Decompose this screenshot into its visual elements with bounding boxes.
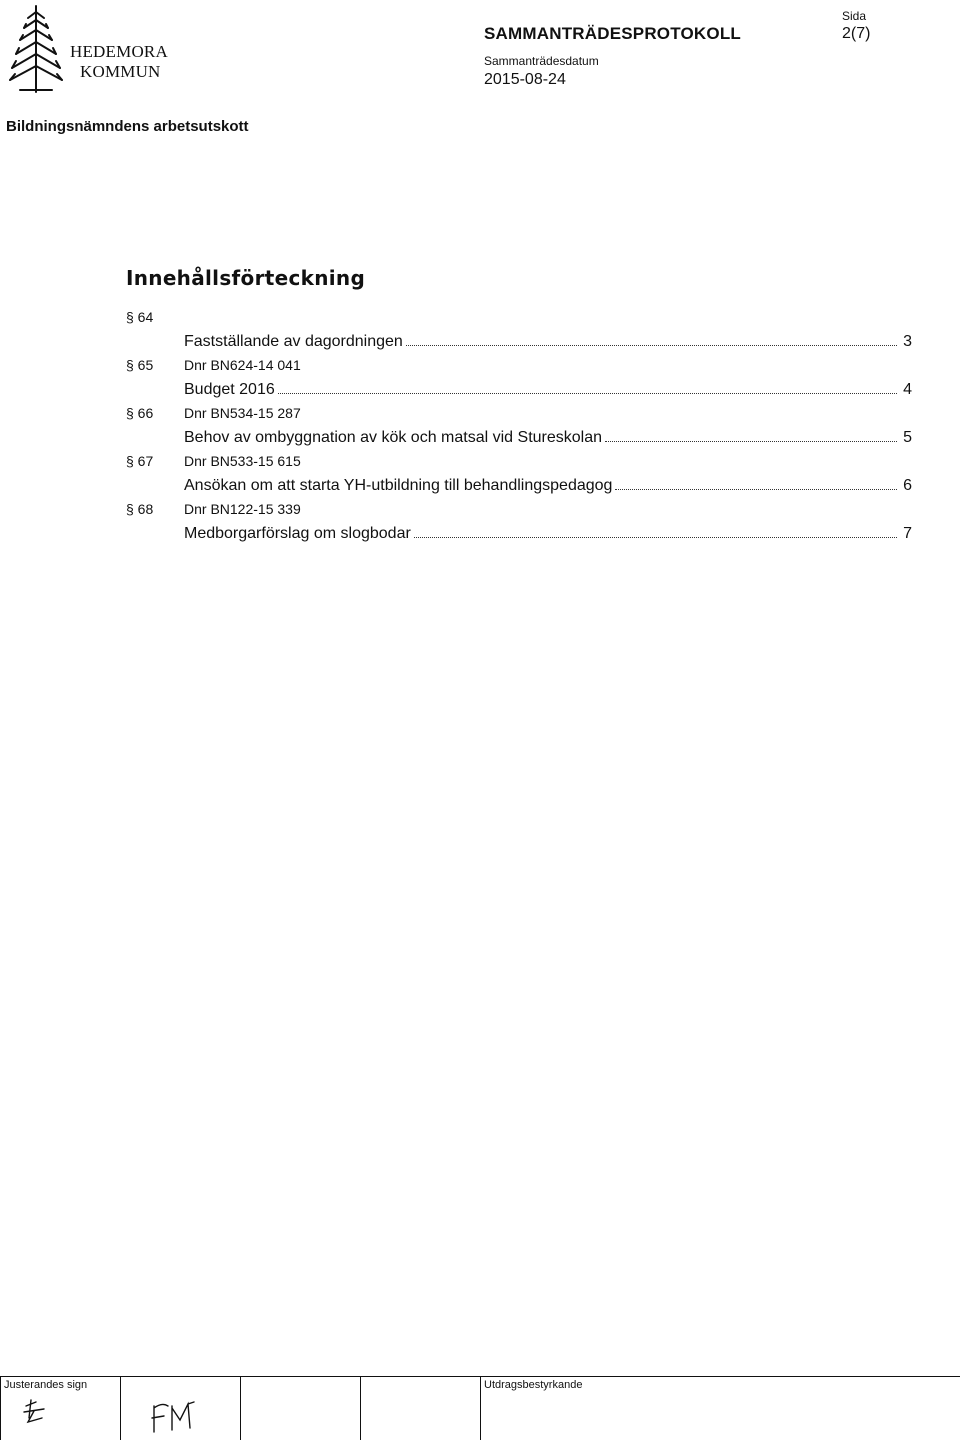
toc-entry (126, 449, 912, 497)
toc-page-number: 5 (903, 429, 912, 446)
footer-box-border (360, 1376, 361, 1440)
toc-entry (126, 401, 912, 449)
toc-page-number: 4 (903, 381, 912, 398)
adjusters-sign-label: Justerandes sign (4, 1379, 88, 1391)
meeting-date-label: Sammanträdesdatum (484, 54, 599, 68)
extract-certification-label: Utdragsbestyrkande (484, 1379, 583, 1391)
dot-leader (605, 425, 897, 442)
logo-line-1: HEDEMORA (70, 42, 168, 61)
dot-leader (414, 521, 897, 538)
municipality-logo (6, 4, 176, 94)
committee-name: Bildningsnämndens arbetsutskott (6, 118, 249, 135)
diary-number: Dnr BN624-14 041 (184, 357, 301, 373)
logo-wordmark (70, 42, 168, 82)
toc-item-title[interactable]: Behov av ombyggnation av kök och matsal vid Stureskolan (184, 429, 603, 446)
toc-item-title[interactable]: Ansökan om att starta YH-utbildning till behandlingspedagog (184, 477, 613, 494)
diary-number: Dnr BN534-15 287 (184, 405, 301, 421)
page-number: 2(7) (842, 25, 871, 42)
dot-leader (615, 473, 897, 490)
toc-entry (126, 353, 912, 401)
footer-box-border (480, 1376, 481, 1440)
toc-page-number: 7 (903, 525, 912, 542)
toc-heading: Innehållsförteckning (126, 266, 366, 290)
diary-number: Dnr BN533-15 615 (184, 453, 301, 469)
toc-page-number: 3 (903, 333, 912, 350)
footer-box-border (0, 1376, 1, 1440)
page-label: Sida (842, 9, 867, 23)
diary-number: Dnr BN122-15 339 (184, 501, 301, 517)
footer-box-border (240, 1376, 241, 1440)
toc-item-title[interactable]: Budget 2016 (184, 381, 275, 398)
dot-leader (278, 377, 897, 394)
initials-signature-2 (148, 1396, 208, 1436)
section-number: § 66 (126, 405, 154, 421)
dot-leader (406, 329, 897, 346)
section-number: § 67 (126, 453, 154, 469)
footer-box-border (120, 1376, 121, 1440)
toc-item-title[interactable]: Fastställande av dagordningen (184, 333, 403, 350)
toc-item-title[interactable]: Medborgarförslag om slogbodar (184, 525, 411, 542)
section-number: § 64 (126, 309, 154, 325)
section-number: § 68 (126, 501, 154, 517)
section-number: § 65 (126, 357, 154, 373)
toc-entry (126, 497, 912, 545)
document-title: SAMMANTRÄDESPROTOKOLL (484, 24, 741, 43)
spruce-tree-icon (6, 4, 66, 94)
logo-line-2: KOMMUN (80, 62, 161, 81)
toc-page-number: 6 (903, 477, 912, 494)
signature-footer (0, 1376, 960, 1440)
toc-entry (126, 305, 912, 353)
table-of-contents (126, 305, 912, 545)
meeting-date: 2015-08-24 (484, 71, 566, 88)
initials-signature-1 (20, 1398, 60, 1428)
